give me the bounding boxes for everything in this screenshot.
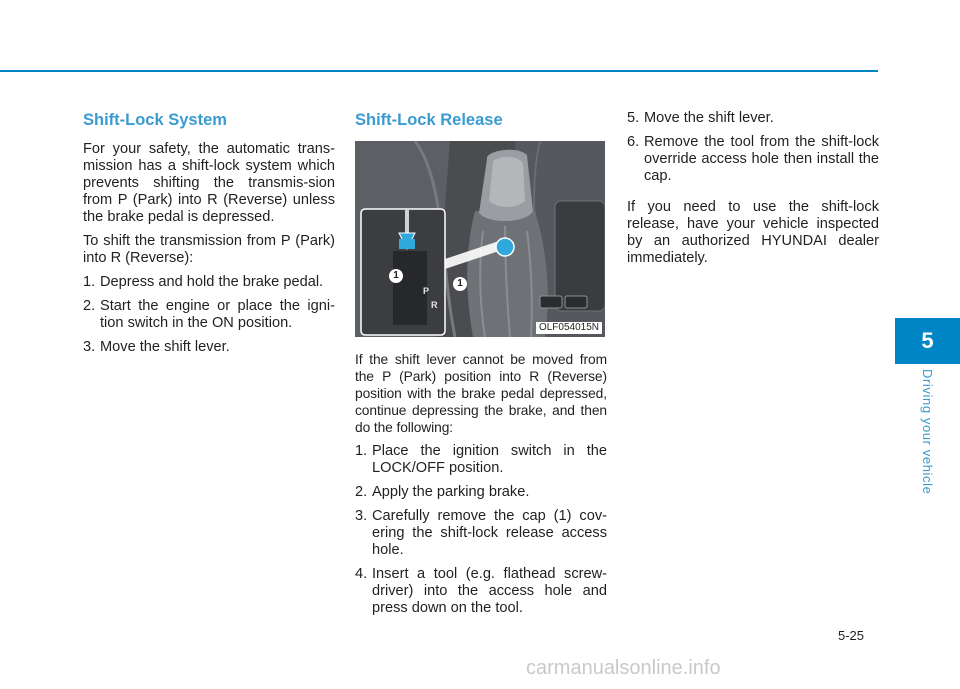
step-number: 4. (355, 566, 368, 582)
chapter-title: Driving your vehicle (920, 369, 935, 495)
watermark: carmanualsonline.info (526, 657, 721, 679)
shift-lever-illustration (355, 141, 605, 337)
callout-marker: 1 (453, 277, 467, 291)
step-number: 3. (83, 339, 96, 355)
callout-marker: 1 (389, 269, 403, 283)
chapter-tab (895, 318, 960, 364)
section-heading-shift-lock-release: Shift-Lock Release (355, 111, 503, 129)
column-continued (627, 110, 879, 274)
figure-code: OLF054015N (536, 322, 602, 334)
step-number: 3. (355, 508, 368, 524)
step-number: 5. (627, 110, 640, 126)
step-number: 6. (627, 134, 640, 150)
step-number: 1. (355, 443, 368, 459)
figure-shift-lever (355, 141, 605, 337)
list-item (355, 508, 607, 559)
steps-list (83, 274, 335, 356)
chapter-number: 5 (921, 328, 934, 353)
step-number: 2. (83, 298, 96, 314)
column-shift-lock-system (83, 110, 335, 363)
section-heading-shift-lock-system: Shift-Lock System (83, 111, 227, 129)
step-text: Place the ignition switch in the LOCK/OFF position. (372, 443, 607, 476)
list-item (355, 443, 607, 477)
list-item (627, 134, 879, 185)
step-text: Move the shift lever. (100, 339, 230, 355)
paragraph-intro: For your safety, the automatic trans-mission has a shift-lock system which prevents shifting the transmis-sion from P (Park) into R (Reverse) unless the brake pedal is depressed. (83, 141, 335, 225)
page-number: 5-25 (838, 628, 865, 643)
steps-list (627, 110, 879, 185)
column-shift-lock-release (355, 110, 607, 624)
gear-label-r: R (431, 300, 438, 310)
step-text: Insert a tool (e.g. flathead screw-driver) into the access hole and press down on the tool. (372, 566, 607, 616)
step-text: Carefully remove the cap (1) cov-ering the shift-lock release access hole. (372, 508, 607, 558)
paragraph-note: If you need to use the shift-lock release, have your vehicle inspected by an authorized HYUNDAI dealer immediately. (627, 199, 879, 266)
step-number: 2. (355, 484, 368, 500)
list-item (83, 298, 335, 332)
gear-label-p: P (423, 286, 430, 296)
paragraph-release-intro: If the shift lever cannot be moved from the P (Park) position into R (Reverse) position with the brake pedal depressed, continue depressing the brake, and then do the following: (355, 352, 607, 435)
list-item (627, 110, 879, 127)
steps-list (355, 443, 607, 617)
step-text: Start the engine or place the igni-tion switch in the ON position. (100, 298, 335, 331)
step-text: Move the shift lever. (644, 110, 774, 126)
step-number: 1. (83, 274, 96, 290)
list-item (355, 484, 607, 501)
paragraph-lead: To shift the transmission from P (Park) into R (Reverse): (83, 233, 335, 266)
list-item (83, 274, 335, 291)
step-text: Remove the tool from the shift-lock override access hole then install the cap. (644, 134, 879, 184)
list-item (355, 566, 607, 617)
list-item (83, 339, 335, 356)
header-rule (0, 70, 878, 72)
step-text: Depress and hold the brake pedal. (100, 274, 324, 290)
step-text: Apply the parking brake. (372, 484, 530, 500)
